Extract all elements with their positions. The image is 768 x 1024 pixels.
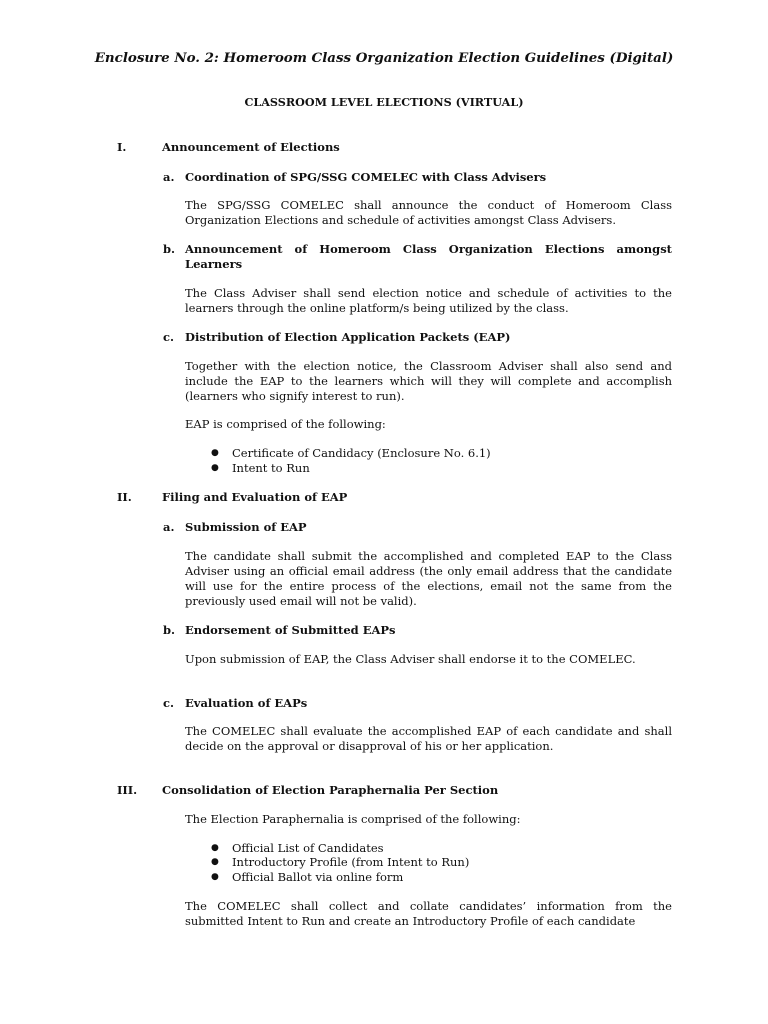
item-paragraph: The SPG/SSG COMELEC shall announce the conduct of Homeroom Class Organization Elections and schedule of activities amongst Class Advisers. xyxy=(185,198,672,227)
item-letter: b. xyxy=(163,242,176,256)
item-paragraph: Together with the election notice, the Classroom Adviser shall also send and include the EAP to the learners which will they will complete and accomplish (learners who signify interest to run). xyxy=(185,359,672,403)
item-heading: Announcement of Homeroom Class Organization Elections amongst xyxy=(185,242,672,256)
bullet-item: Official Ballot via online form xyxy=(232,870,404,884)
item-letter: a. xyxy=(163,170,175,184)
item-paragraph: The Class Adviser shall send election notice and schedule of activities to the learners through the online platform/s being utilized by the class. xyxy=(185,286,672,315)
bullet-icon: ● xyxy=(211,857,219,867)
bullet-item: Introductory Profile (from Intent to Run) xyxy=(232,855,470,869)
section-numeral: I. xyxy=(117,140,127,154)
item-paragraph: EAP is comprised of the following: xyxy=(185,417,386,431)
document-title: Enclosure No. 2: Homeroom Class Organization Election Guidelines (Digital) xyxy=(94,50,674,66)
document-subtitle: CLASSROOM LEVEL ELECTIONS (VIRTUAL) xyxy=(244,95,524,109)
bullet-icon: ● xyxy=(211,463,219,473)
bullet-icon: ● xyxy=(211,843,219,853)
bullet-icon: ● xyxy=(211,872,219,882)
item-paragraph: Upon submission of EAP, the Class Adviser shall endorse it to the COMELEC. xyxy=(185,652,636,666)
item-heading: Submission of EAP xyxy=(185,520,307,534)
item-letter: b. xyxy=(163,623,176,637)
section-heading: Announcement of Elections xyxy=(162,140,340,154)
item-paragraph: The candidate shall submit the accomplished and completed EAP to the Class Adviser using an official email address (the only email address that the candidate will use for the entire process of the elections, email not the same from the previously used email will not be valid). xyxy=(185,549,672,608)
bullet-item: Official List of Candidates xyxy=(232,841,384,855)
section-numeral: II. xyxy=(117,490,132,504)
item-heading-continued: Learners xyxy=(185,257,243,271)
item-letter: c. xyxy=(163,696,175,710)
item-letter: c. xyxy=(163,330,175,344)
section-numeral: III. xyxy=(117,783,138,797)
item-paragraph: The COMELEC shall evaluate the accomplished EAP of each candidate and shall decide on the approval or disapproval of his or her application. xyxy=(185,724,672,753)
item-letter: a. xyxy=(163,520,175,534)
section-paragraph: The COMELEC shall collect and collate candidates’ information from the submitted Intent to Run and create an Introductory Profile of each candidate xyxy=(185,899,672,928)
item-heading: Distribution of Election Application Packets (EAP) xyxy=(185,330,511,344)
bullet-item: Intent to Run xyxy=(232,461,310,475)
section-heading: Consolidation of Election Paraphernalia Per Section xyxy=(162,783,499,797)
bullet-icon: ● xyxy=(211,448,219,458)
item-heading: Endorsement of Submitted EAPs xyxy=(185,623,396,637)
item-heading: Coordination of SPG/SSG COMELEC with Class Advisers xyxy=(185,170,547,184)
item-heading: Evaluation of EAPs xyxy=(185,696,308,710)
section-heading: Filing and Evaluation of EAP xyxy=(162,490,348,504)
section-paragraph: The Election Paraphernalia is comprised of the following: xyxy=(185,812,521,826)
bullet-item: Certificate of Candidacy (Enclosure No. 6.1) xyxy=(232,446,491,460)
